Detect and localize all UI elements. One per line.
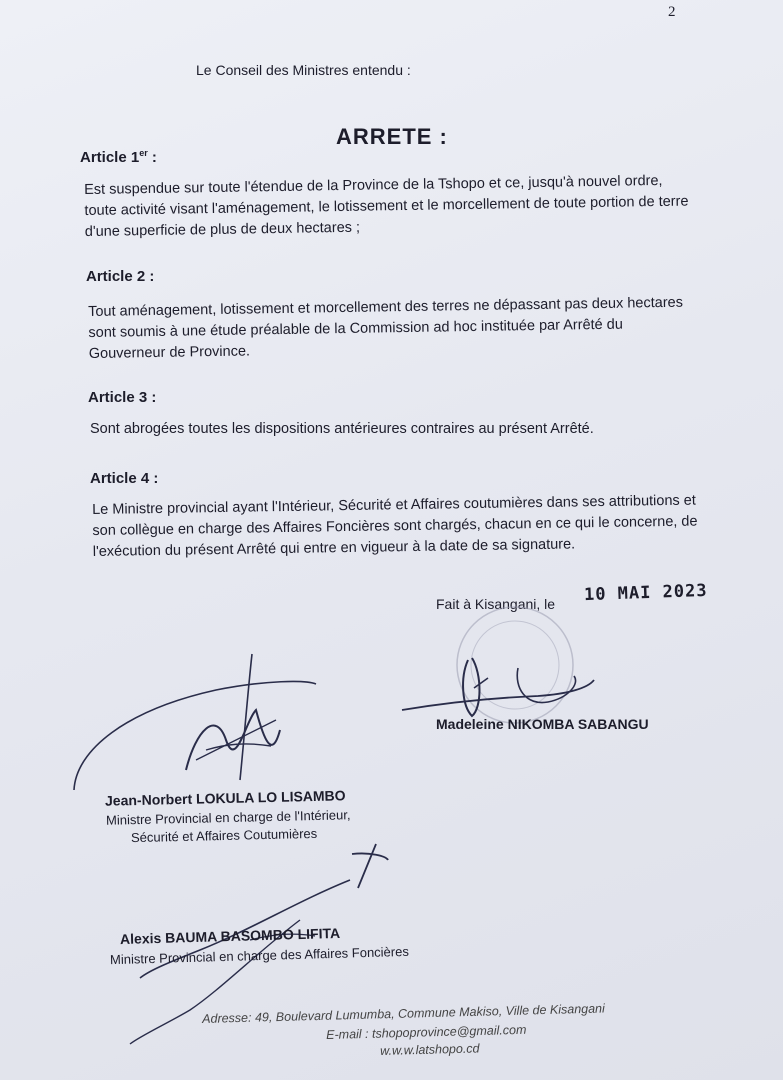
article-1-heading (80, 148, 157, 166)
article-3-text: Sont abrogées toutes les dispositions antérieures contraires au présent Arrêté. (90, 421, 594, 437)
article-1-text: Est suspendue sur toute l'étendue de la Province de la Tshopo et ce, jusqu'à nouvel ordre, toute activité visant l'aménagement, le lotissement et le morcellement de toute portion de terre d'une superficie de plus de deux hectares ; (84, 172, 689, 240)
place-label: Fait à Kisangani, le (436, 596, 556, 612)
governor-name: Madeleine NIKOMBA SABANGU (436, 716, 649, 732)
land-minister-role: Ministre Provincial en charge des Affaires Foncières (109, 943, 410, 968)
decree-title: ARRETE : (336, 124, 448, 149)
article-3-heading: Article 3 : (88, 389, 157, 406)
interior-minister-role-2: Sécurité et Affaires Coutumières (130, 825, 318, 846)
article-2-text: Tout aménagement, lotissement et morcellement des terres ne dépassant pas deux hectares sont soumis à une étude préalable de la Commission ad hoc instituée par Arrêté du Gouverneur de Province. (88, 294, 684, 362)
page-number: 2 (668, 4, 676, 20)
interior-minister-name: Jean-Norbert LOKULA LO LISAMBO (104, 787, 346, 809)
article-2-heading: Article 2 : (86, 268, 155, 285)
article-1-heading-tail: : (147, 149, 157, 166)
article-1-heading-main: Article 1 (80, 149, 140, 166)
article-4-heading: Article 4 : (90, 470, 159, 487)
footer-address: Adresse: 49, Boulevard Lumumba, Commune Makiso, Ville de Kisangani (202, 1001, 605, 1026)
interior-minister-signature (66, 650, 326, 800)
interior-minister-role-1: Ministre Provincial en charge de l'Intérieur, (105, 807, 351, 828)
article-1-heading-sup: er (139, 148, 148, 158)
footer-email: E-mail : tshopoprovince@gmail.com (326, 1022, 527, 1042)
land-minister-name: Alexis BAUMA BASOMBO LIFITA (119, 924, 341, 948)
footer-website: w.w.w.latshopo.cd (380, 1041, 480, 1058)
article-4-text: Le Ministre provincial ayant l'Intérieur, Sécurité et Affaires coutumières dans ses attributions et son collègue en charge des Affaires Foncières sont chargés, chacun en ce qui le concerne, de l'exécution du présent Arrêté qui entre en vigueur à la date de sa signature. (92, 492, 698, 560)
date-stamp: 10 MAI 2023 (583, 580, 708, 606)
intro-line: Le Conseil des Ministres entendu : (196, 62, 411, 78)
